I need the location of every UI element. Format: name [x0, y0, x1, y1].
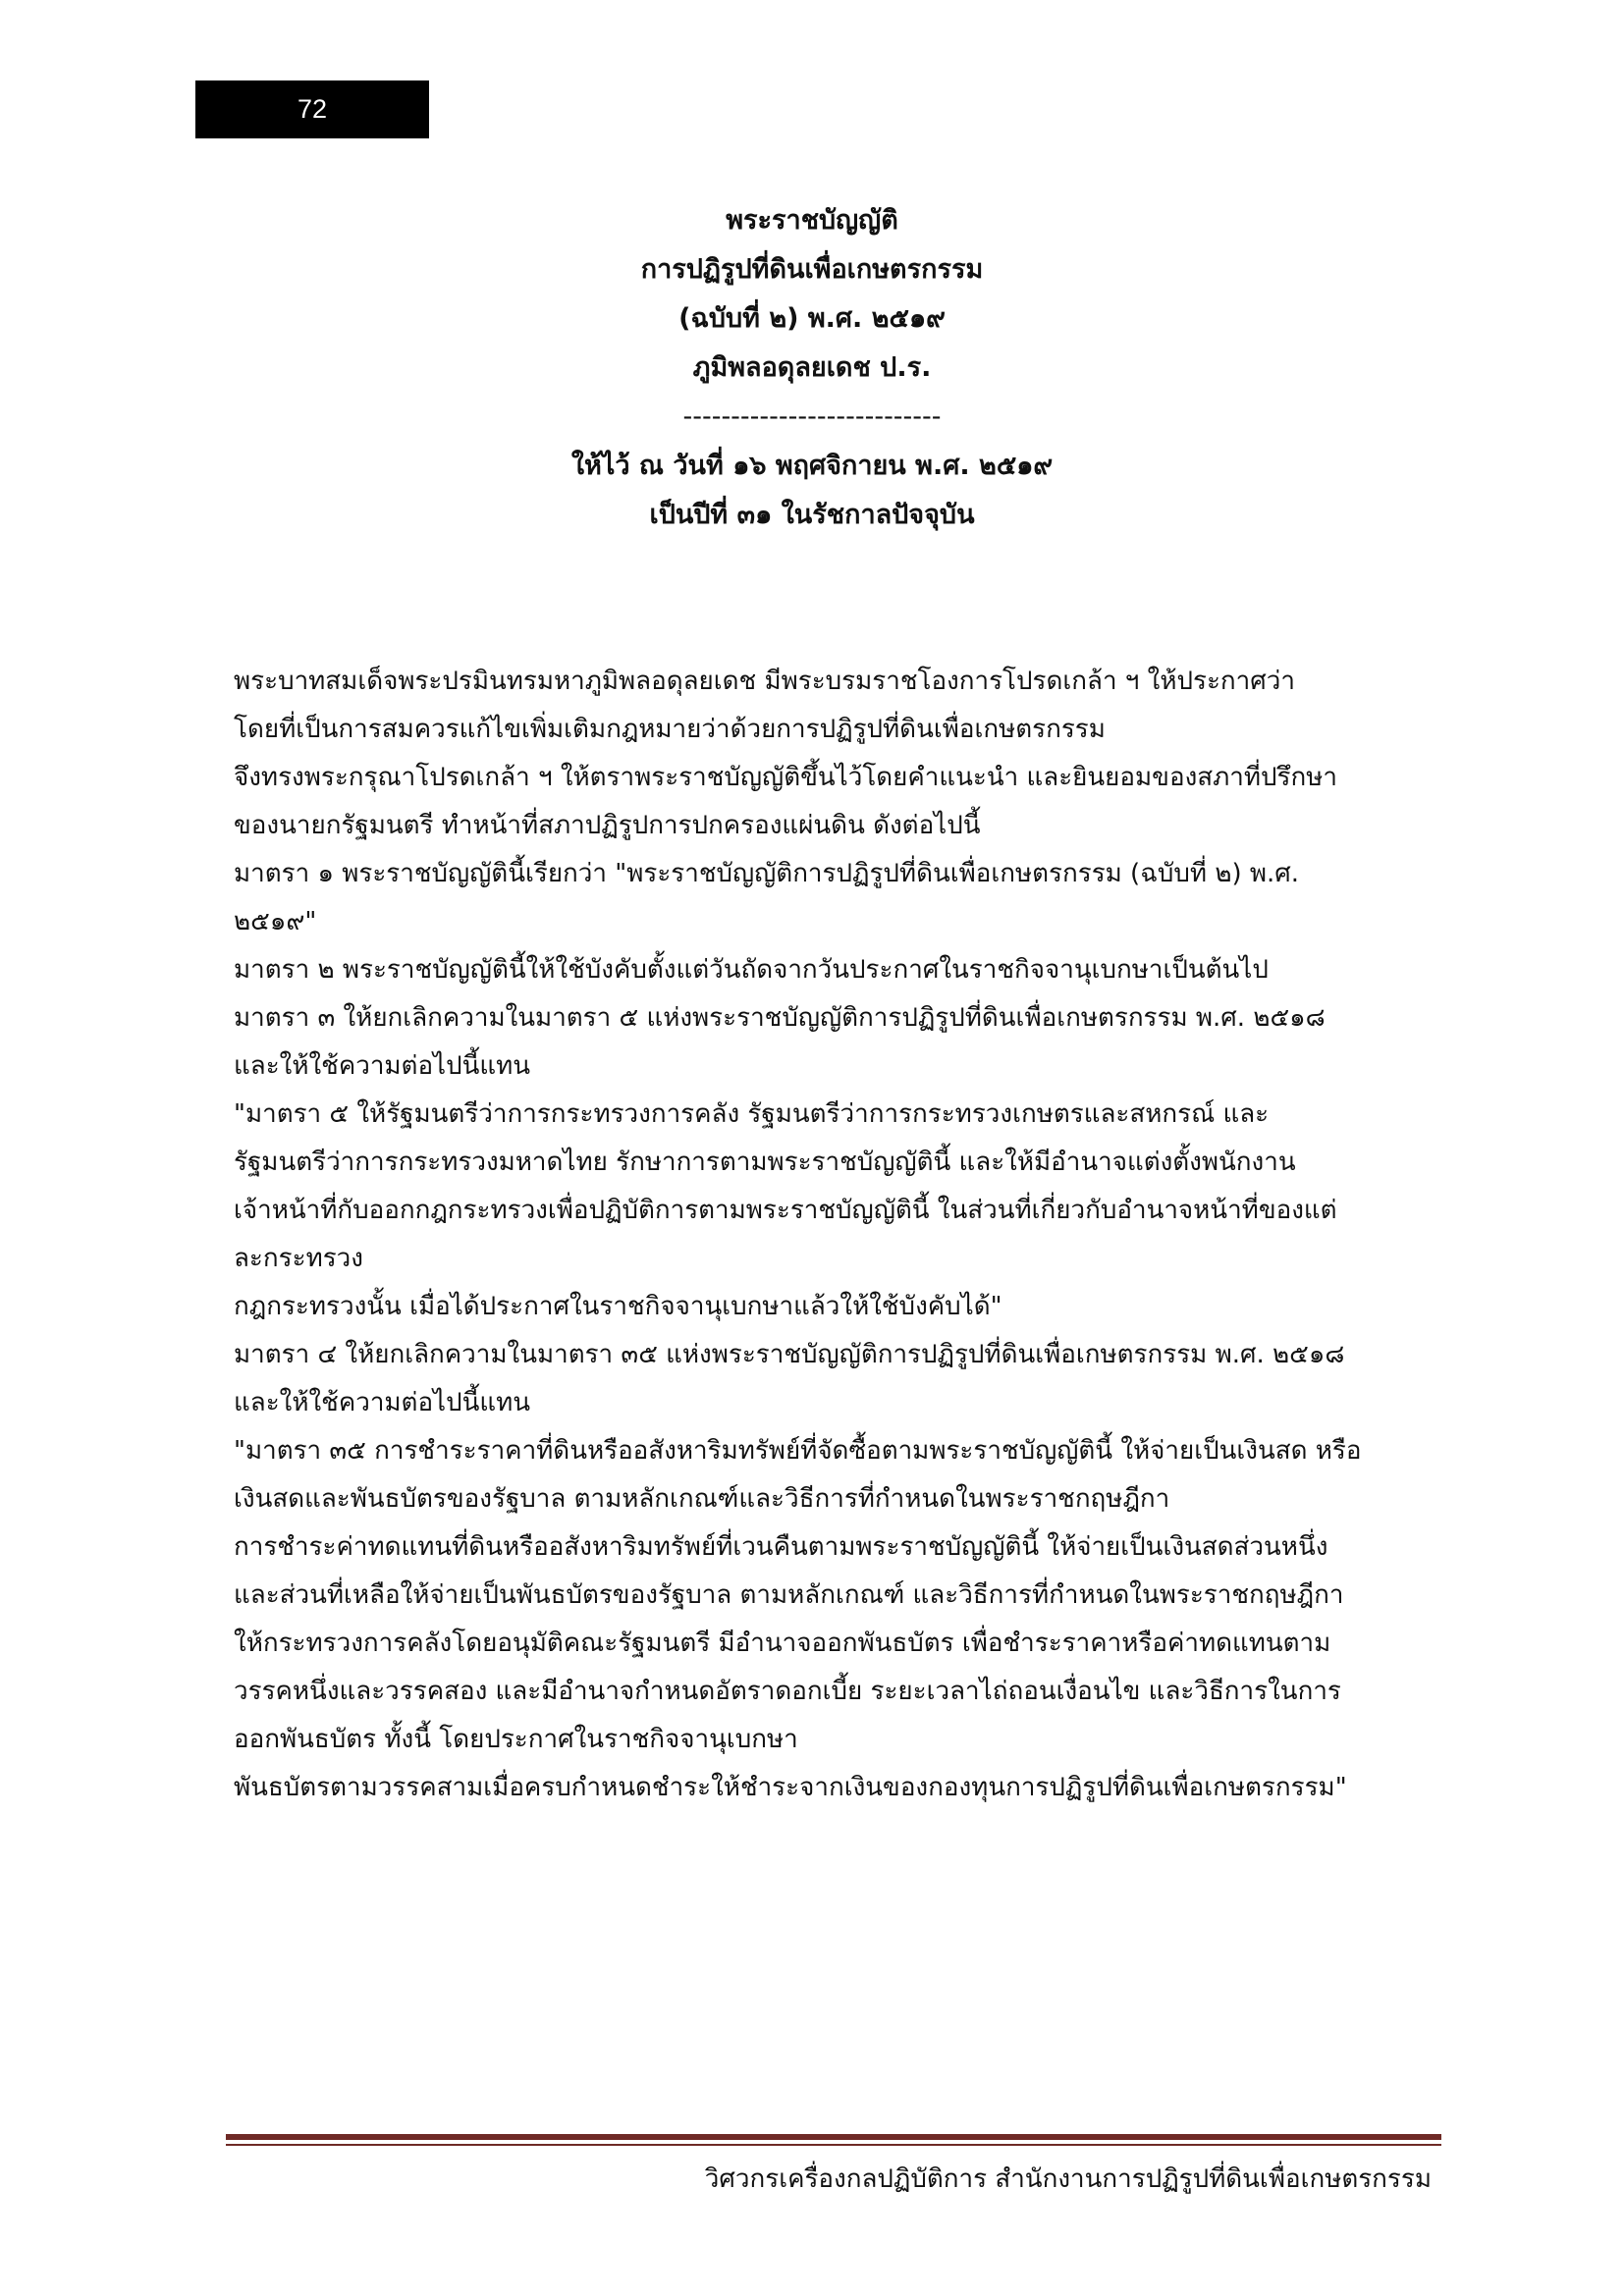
body-line: และให้ใช้ความต่อไปนี้แทน [234, 1051, 531, 1081]
body-line: เงินสดและพันธบัตรของรัฐบาล ตามหลักเกณฑ์และวิธีการที่กำหนดในพระราชกฤษฎีกา [234, 1484, 1170, 1514]
body-line: กฎกระทรวงนั้น เมื่อได้ประกาศในราชกิจจานุเบกษาแล้วให้ใช้บังคับได้" [234, 1292, 1002, 1321]
footer-rule-thin [226, 2144, 1441, 2146]
title-reign-year: เป็นปีที่ ๓๑ ในรัชกาลปัจจุบัน [649, 500, 975, 530]
page-number: 72 [297, 94, 328, 124]
body-line: มาตรา ๑ พระราชบัญญัตินี้เรียกว่า "พระราชบัญญัติการปฏิรูปที่ดินเพื่อเกษตรกรรม (ฉบับที่ ๒) พ.ศ. [234, 859, 1300, 888]
body-line: มาตรา ๓ ให้ยกเลิกความในมาตรา ๕ แห่งพระราชบัญญัติการปฏิรูปที่ดินเพื่อเกษตรกรรม พ.ศ. ๒๕๑๘ [234, 1003, 1326, 1033]
title-separator: --------------------------- [682, 401, 942, 432]
body-line: พระบาทสมเด็จพระปรมินทรมหาภูมิพลอดุลยเดช มีพระบรมราชโองการโปรดเกล้า ฯ ให้ประกาศว่า [234, 667, 1295, 696]
body-line: "มาตรา ๓๕ การชำระราคาที่ดินหรืออสังหาริมทรัพย์ที่จัดซื้อตามพระราชบัญญัตินี้ ให้จ่ายเป็นเงินสด หรือ [234, 1436, 1362, 1466]
body-line: ออกพันธบัตร ทั้งนี้ โดยประกาศในราชกิจจานุเบกษา [234, 1725, 798, 1754]
body-line: จึงทรงพระกรุณาโปรดเกล้า ฯ ให้ตราพระราชบัญญัติขึ้นไว้โดยคำแนะนำ และยินยอมของสภาที่ปรึกษา [234, 763, 1337, 792]
title-signatory: ภูมิพลอดุลยเดช ป.ร. [692, 352, 932, 383]
document-body [234, 658, 1422, 1812]
document-title-block [0, 196, 1624, 540]
title-subject: การปฏิรูปที่ดินเพื่อเกษตรกรรม [640, 254, 984, 285]
body-line: และให้ใช้ความต่อไปนี้แทน [234, 1388, 531, 1417]
body-line: มาตรา ๒ พระราชบัญญัตินี้ให้ใช้บังคับตั้งแต่วันถัดจากวันประกาศในราชกิจจานุเบกษาเป็นต้นไป [234, 955, 1269, 985]
body-line: รัฐมนตรีว่าการกระทรวงมหาดไทย รักษาการตามพระราชบัญญัตินี้ และให้มีอำนาจแต่งตั้งพนักงาน [234, 1148, 1296, 1177]
body-line: เจ้าหน้าที่กับออกกฎกระทรวงเพื่อปฏิบัติการตามพระราชบัญญัตินี้ ในส่วนที่เกี่ยวกับอำนาจหน้าที่ของแต่ [234, 1196, 1337, 1225]
body-line: ของนายกรัฐมนตรี ทำหน้าที่สภาปฏิรูปการปกครองแผ่นดิน ดังต่อไปนี้ [234, 811, 981, 840]
body-line: และส่วนที่เหลือให้จ่ายเป็นพันธบัตรของรัฐบาล ตามหลักเกณฑ์ และวิธีการที่กำหนดในพระราชกฤษฎีกา [234, 1580, 1344, 1610]
page-number-tab [195, 80, 429, 138]
title-act: พระราชบัญญัติ [726, 205, 898, 236]
title-date-given: ให้ไว้ ณ วันที่ ๑๖ พฤศจิกายน พ.ศ. ๒๕๑๙ [570, 451, 1054, 481]
title-edition: (ฉบับที่ ๒) พ.ศ. ๒๕๑๙ [678, 303, 946, 334]
body-line: พันธบัตรตามวรรคสามเมื่อครบกำหนดชำระให้ชำระจากเงินของกองทุนการปฏิรูปที่ดินเพื่อเกษตรกรรม" [234, 1773, 1347, 1802]
body-line: "มาตรา ๕ ให้รัฐมนตรีว่าการกระทรวงการคลัง รัฐมนตรีว่าการกระทรวงเกษตรและสหกรณ์ และ [234, 1099, 1270, 1129]
footer-rule-thick [226, 2134, 1441, 2140]
body-line: มาตรา ๔ ให้ยกเลิกความในมาตรา ๓๕ แห่งพระราชบัญญัติการปฏิรูปที่ดินเพื่อเกษตรกรรม พ.ศ. ๒๕๑๘ [234, 1340, 1345, 1369]
body-line: โดยที่เป็นการสมควรแก้ไขเพิ่มเติมกฎหมายว่าด้วยการปฏิรูปที่ดินเพื่อเกษตรกรรม [234, 715, 1106, 744]
body-line: ให้กระทรวงการคลังโดยอนุมัติคณะรัฐมนตรี มีอำนาจออกพันธบัตร เพื่อชำระราคาหรือค่าทดแทนตาม [234, 1629, 1331, 1658]
body-line: ละกระทรวง [234, 1244, 363, 1273]
body-line: การชำระค่าทดแทนที่ดินหรืออสังหาริมทรัพย์ที่เวนคืนตามพระราชบัญญัตินี้ ให้จ่ายเป็นเงินสดส่วนหนึ่ง [234, 1532, 1328, 1562]
body-line: ๒๕๑๙" [234, 907, 317, 936]
body-line: วรรคหนึ่งและวรรคสอง และมีอำนาจกำหนดอัตราดอกเบี้ย ระยะเวลาไถ่ถอนเงื่อนไข และวิธีการในการ [234, 1677, 1341, 1706]
footer-office: วิศวกรเครื่องกลปฏิบัติการ สำนักงานการปฏิรูปที่ดินเพื่อเกษตรกรรม [704, 2164, 1432, 2194]
